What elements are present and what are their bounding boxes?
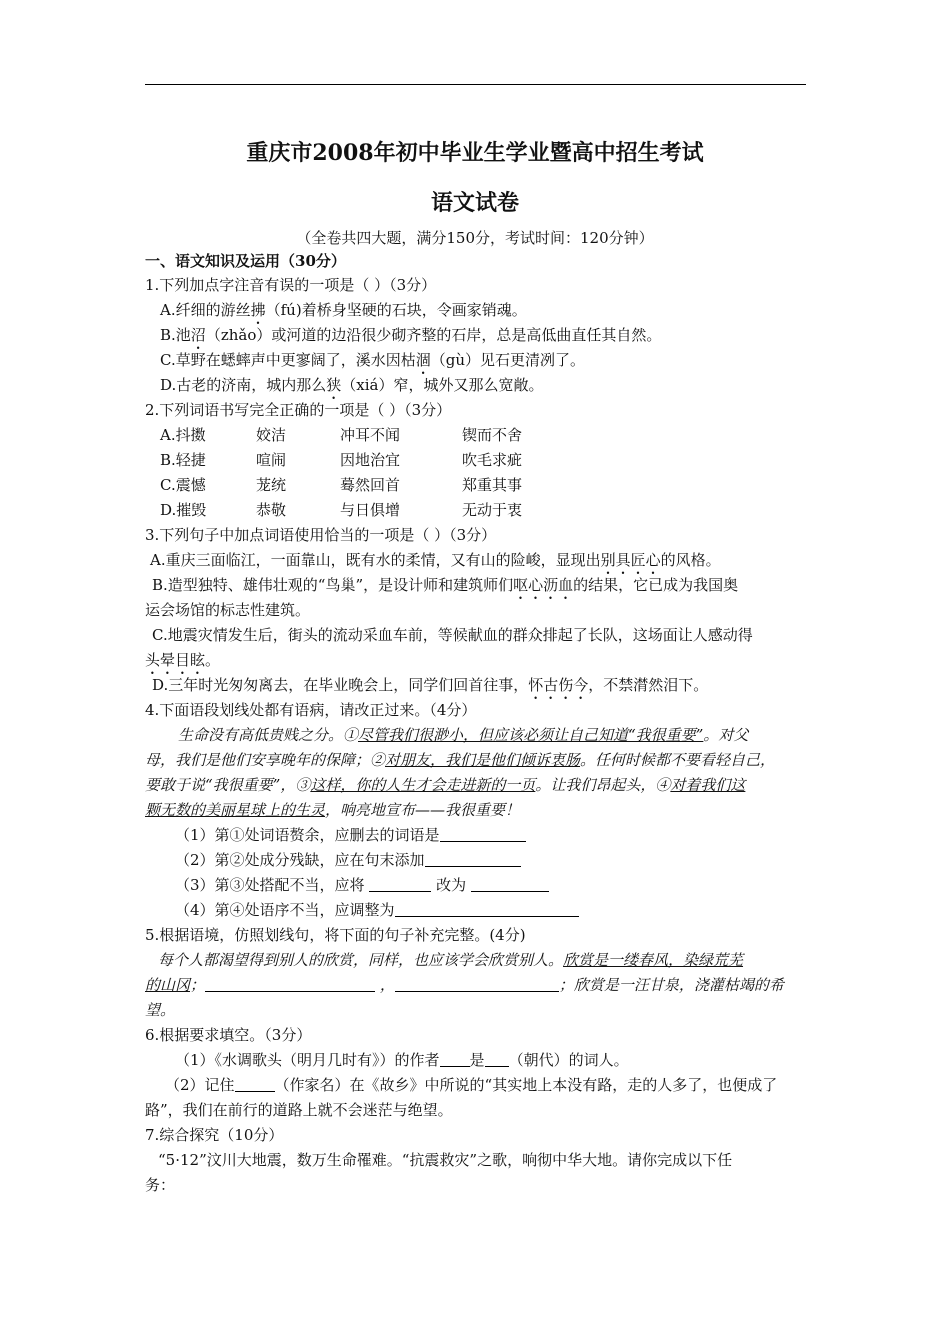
q7-line2: 务： (145, 1176, 176, 1194)
q4-passage-line3: 要敢于说“我很重要”，③这样，你的人生才会走进新的一页。让我们昂起头，④对着我们这 (145, 776, 746, 794)
question-3-stem: 3.下列句子中加点词语使用恰当的一项是（ ）（3分） (145, 526, 497, 544)
header-rule (145, 84, 806, 85)
question-2-stem: 2.下列词语书写完全正确的一项是（ ）（3分） (145, 401, 452, 419)
q2-option-b: B.轻捷 喧闹 因地治宜 吹毛求疵 (160, 451, 523, 469)
q3-option-c-line1: C.地震灾情发生后，街头的流动采血车前，等候献血的群众排起了长队，这场面让人感动得 (152, 626, 753, 644)
q3-option-c-line2: 头晕目眩。 (145, 651, 221, 669)
q1-option-d: D.古老的济南，城内那么狭（xiá）窄，城外又那么宽敞。 (160, 376, 544, 394)
q4-passage-line4: 颗无数的美丽星球上的生灵，响亮地宣布——我很重要！ (145, 801, 521, 819)
q7-line1: “5·12”汶川大地震，数万生命罹难。“抗震救灾”之歌，响彻中华大地。请你完成以下任 (158, 1151, 733, 1169)
q6-item-2: （2）记住 （作家名）在《故乡》中所说的“其实地上本没有路，走的人多了，也便成了 (165, 1076, 778, 1094)
exam-note: （全卷共四大题，满分150分，考试时间：120分钟） (296, 229, 654, 247)
q5-passage-line3: 望。 (145, 1001, 176, 1019)
q3-option-b-line2: 运会场馆的标志性建筑。 (145, 601, 311, 619)
q2-option-d: D.摧毁 恭敬 与日俱增 无动于衷 (160, 501, 523, 519)
q4-sub-4: （4）第④处语序不当，应调整为 (175, 899, 579, 921)
q4-sub-2: （2）第②处成分残缺，应在句末添加 (175, 849, 521, 871)
answer-blank[interactable] (395, 901, 579, 917)
q4-sub-1: （1）第①处词语赘余，应删去的词语是 (175, 824, 526, 846)
q1-option-a: A.纤细的游丝拂（fú)着桥身坚硬的石块，令画家销魂。 (160, 301, 527, 319)
question-1-stem: 1.下列加点字注音有误的一项是（ ）（3分） (145, 276, 437, 294)
q4-passage-line1: 生命没有高低贵贱之分。①尽管我们很渺小，但应该必须让自己知道“我很重要”。对父 (178, 726, 749, 744)
answer-blank[interactable] (395, 976, 559, 992)
exam-title: 重庆市2008年初中毕业生学业暨高中招生考试 (246, 140, 704, 166)
answer-blank[interactable] (369, 876, 431, 892)
q1-option-b: B.池沼（zhǎo）或河道的边沿很少砌齐整的石岸，总是高低曲直任其自然。 (160, 326, 662, 344)
answer-blank[interactable] (440, 826, 526, 842)
q2-option-a: A.抖擞 姣洁 冲耳不闻 锲而不舍 (160, 426, 523, 444)
exam-subtitle: 语文试卷 (430, 190, 519, 216)
answer-blank[interactable] (440, 1051, 470, 1067)
answer-blank[interactable] (235, 1076, 275, 1092)
q6-item-2-cont: 路”，我们在前行的道路上就不会迷茫与绝望。 (145, 1101, 453, 1119)
question-5-stem: 5.根据语境，仿照划线句，将下面的句子补充完整。(4分) (145, 926, 526, 944)
q3-option-b-line1: B.造型独特、雄伟壮观的“鸟巢”，是设计师和建筑师们呕心沥血的结果，它已成为我国奥 (152, 576, 739, 594)
q5-passage-line2: 的山冈； ， ；欣赏是一汪甘泉，浇灌枯竭的希 (145, 976, 784, 994)
answer-blank[interactable] (425, 851, 521, 867)
answer-blank[interactable] (205, 976, 375, 992)
q3-option-a: A.重庆三面临江，一面靠山，既有水的柔情，又有山的险峻，显现出别具匠心的风格。 (150, 551, 721, 569)
q4-sub-3: （3）第③处搭配不当，应将 改为 (175, 874, 549, 896)
q4-passage-line2: 母，我们是他们安享晚年的保障；②对朋友，我们是他们倾诉衷肠。任何时候都不要看轻自己， (145, 751, 776, 769)
q2-option-c: C.震憾 茏统 蓦然回首 郑重其事 (160, 476, 523, 494)
answer-blank[interactable] (485, 1051, 509, 1067)
section-heading: 一、语文知识及运用（30分） (145, 252, 346, 270)
question-6-stem: 6.根据要求填空。（3分） (145, 1026, 312, 1044)
question-4-stem: 4.下面语段划线处都有语病，请改正过来。（4分） (145, 701, 477, 719)
q6-item-1: （1）《水调歌头（明月几时有》）的作者 是 （朝代）的词人。 (175, 1051, 629, 1069)
q3-option-d: D.三年时光匆匆离去，在毕业晚会上，同学们回首往事，怀古伤今，不禁潸然泪下。 (152, 676, 709, 694)
q1-option-c: C.草野在蟋蟀声中更寥阔了，溪水因枯涸（gù）见石更清冽了。 (160, 351, 585, 369)
answer-blank[interactable] (471, 876, 549, 892)
q5-passage-line1: 每个人都渴望得到别人的欣赏，同样，也应该学会欣赏别人。欣赏是一缕春风，染绿荒芜 (158, 951, 744, 969)
question-7-stem: 7.综合探究（10分） (145, 1126, 284, 1144)
